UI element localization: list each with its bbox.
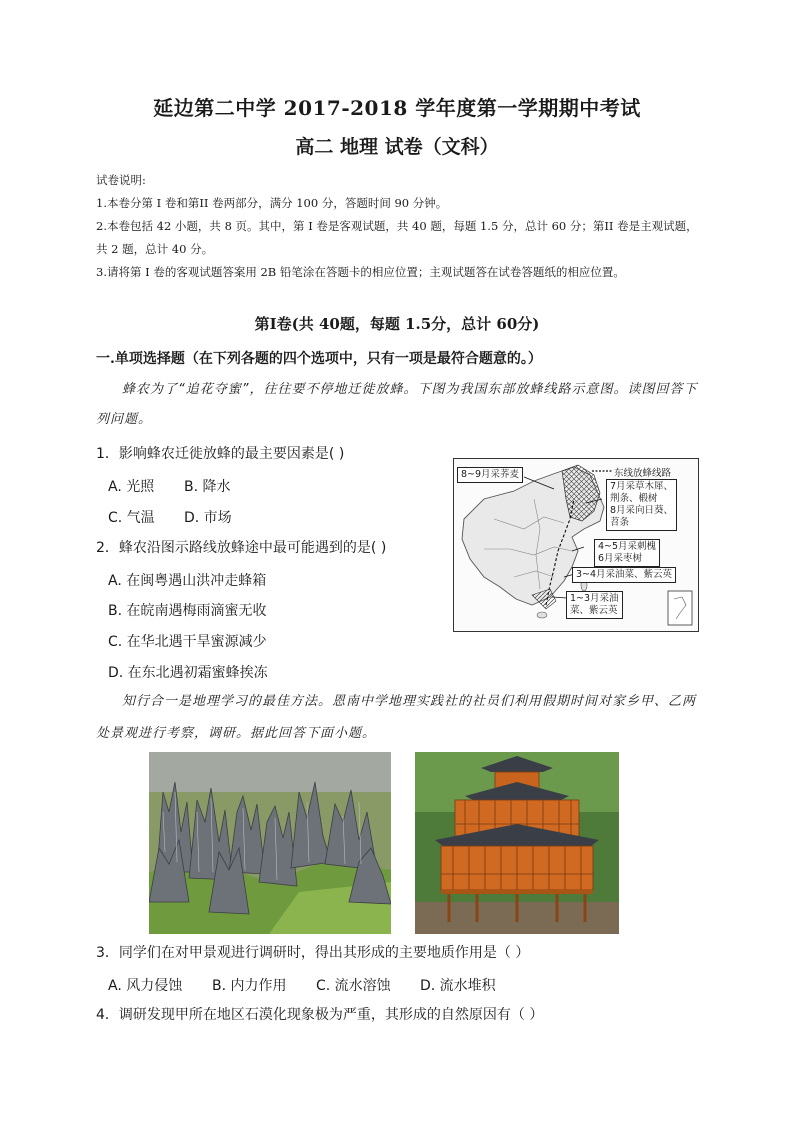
q3-option-a[interactable]: A. 风力侵蚀 bbox=[108, 978, 183, 994]
q1-option-c[interactable]: C. 气温 bbox=[108, 510, 155, 526]
q2-option-a[interactable]: A. 在闽粤遇山洪冲走蜂箱 bbox=[108, 573, 267, 589]
q1-option-a[interactable]: A. 光照 bbox=[108, 479, 155, 495]
instruction-item: 3.请将第 I 卷的客观试题答案用 2B 铅笔涂在答题卡的相应位置；主观试题答在试卷答题纸的相应位置。 bbox=[96, 265, 625, 279]
q2-option-c[interactable]: C. 在华北遇干旱蜜源减少 bbox=[108, 634, 267, 650]
q1-option-b[interactable]: B. 降水 bbox=[184, 479, 231, 495]
instruction-item: 共 2 题，总计 40 分。 bbox=[96, 242, 214, 256]
passage-line: 列问题。 bbox=[96, 412, 153, 427]
map-label: 1~3月采油 菜、紫云英 bbox=[566, 591, 623, 619]
q3-option-d[interactable]: D. 流水堆积 bbox=[420, 978, 496, 994]
part-title: 一.单项选择题（在下列各题的四个选项中，只有一项是最符合题意的。） bbox=[96, 351, 542, 367]
karst-landscape-photo bbox=[149, 752, 391, 934]
q2-option-b[interactable]: B. 在皖南遇梅雨滴蜜无收 bbox=[108, 603, 267, 619]
wooden-building-photo bbox=[415, 752, 619, 934]
question-2-stem: 2．蜂农沿图示路线放蜂途中最可能遇到的是( ) bbox=[96, 540, 387, 556]
passage-line: 知行合一是地理学习的最佳方法。恩南中学地理实践社的社员们利用假期时间对家乡甲、乙两 bbox=[122, 694, 697, 709]
map-label: 7月采草木犀、 荆条、椴树 8月采向日葵、 苕条 bbox=[606, 479, 677, 531]
passage-line: 处景观进行考察，调研。据此回答下面小题。 bbox=[96, 726, 377, 741]
beekeeping-route-map bbox=[453, 458, 699, 632]
exam-subtitle: 高二 地理 试卷（文科） bbox=[295, 136, 499, 158]
section-title: 第Ⅰ卷(共 40题，每题 1.5分，总计 60分) bbox=[254, 315, 540, 333]
q3-option-b[interactable]: B. 内力作用 bbox=[212, 978, 287, 994]
q1-option-d[interactable]: D. 市场 bbox=[184, 510, 232, 526]
instruction-item: 2.本卷包括 42 小题，共 8 页。其中，第 I 卷是客观试题，共 40 题，每题 1.5 分，总计 60 分；第II 卷是主观试题， bbox=[96, 219, 698, 233]
exam-title: 延边第二中学 2017-2018 学年度第一学期期中考试 bbox=[153, 96, 641, 120]
question-4-stem: 4．调研发现甲所在地区石漠化现象极为严重，其形成的自然原因有（ ） bbox=[96, 1007, 544, 1023]
passage-line: 蜂农为了“追花夺蜜”，往往要不停地迁徙放蜂。下图为我国东部放蜂线路示意图。读图回答下 bbox=[122, 382, 698, 397]
map-label: 8~9月采荞麦 bbox=[457, 467, 523, 483]
map-label: 4~5月采刺槐 6月采枣树 bbox=[594, 539, 660, 567]
map-label: 3~4月采油菜、紫云英 bbox=[572, 567, 676, 583]
question-1-stem: 1．影响蜂农迁徙放蜂的最主要因素是( ) bbox=[96, 446, 345, 462]
map-legend: 东线放蜂线路 bbox=[614, 468, 672, 479]
q3-option-c[interactable]: C. 流水溶蚀 bbox=[316, 978, 391, 994]
instructions-heading: 试卷说明: bbox=[96, 173, 146, 187]
question-3-stem: 3．同学们在对甲景观进行调研时，得出其形成的主要地质作用是（ ） bbox=[96, 945, 530, 961]
instruction-item: 1.本卷分第 I 卷和第II 卷两部分，满分 100 分，答题时间 90 分钟。 bbox=[96, 196, 448, 210]
q2-option-d[interactable]: D. 在东北遇初霜蜜蜂挨冻 bbox=[108, 665, 268, 681]
